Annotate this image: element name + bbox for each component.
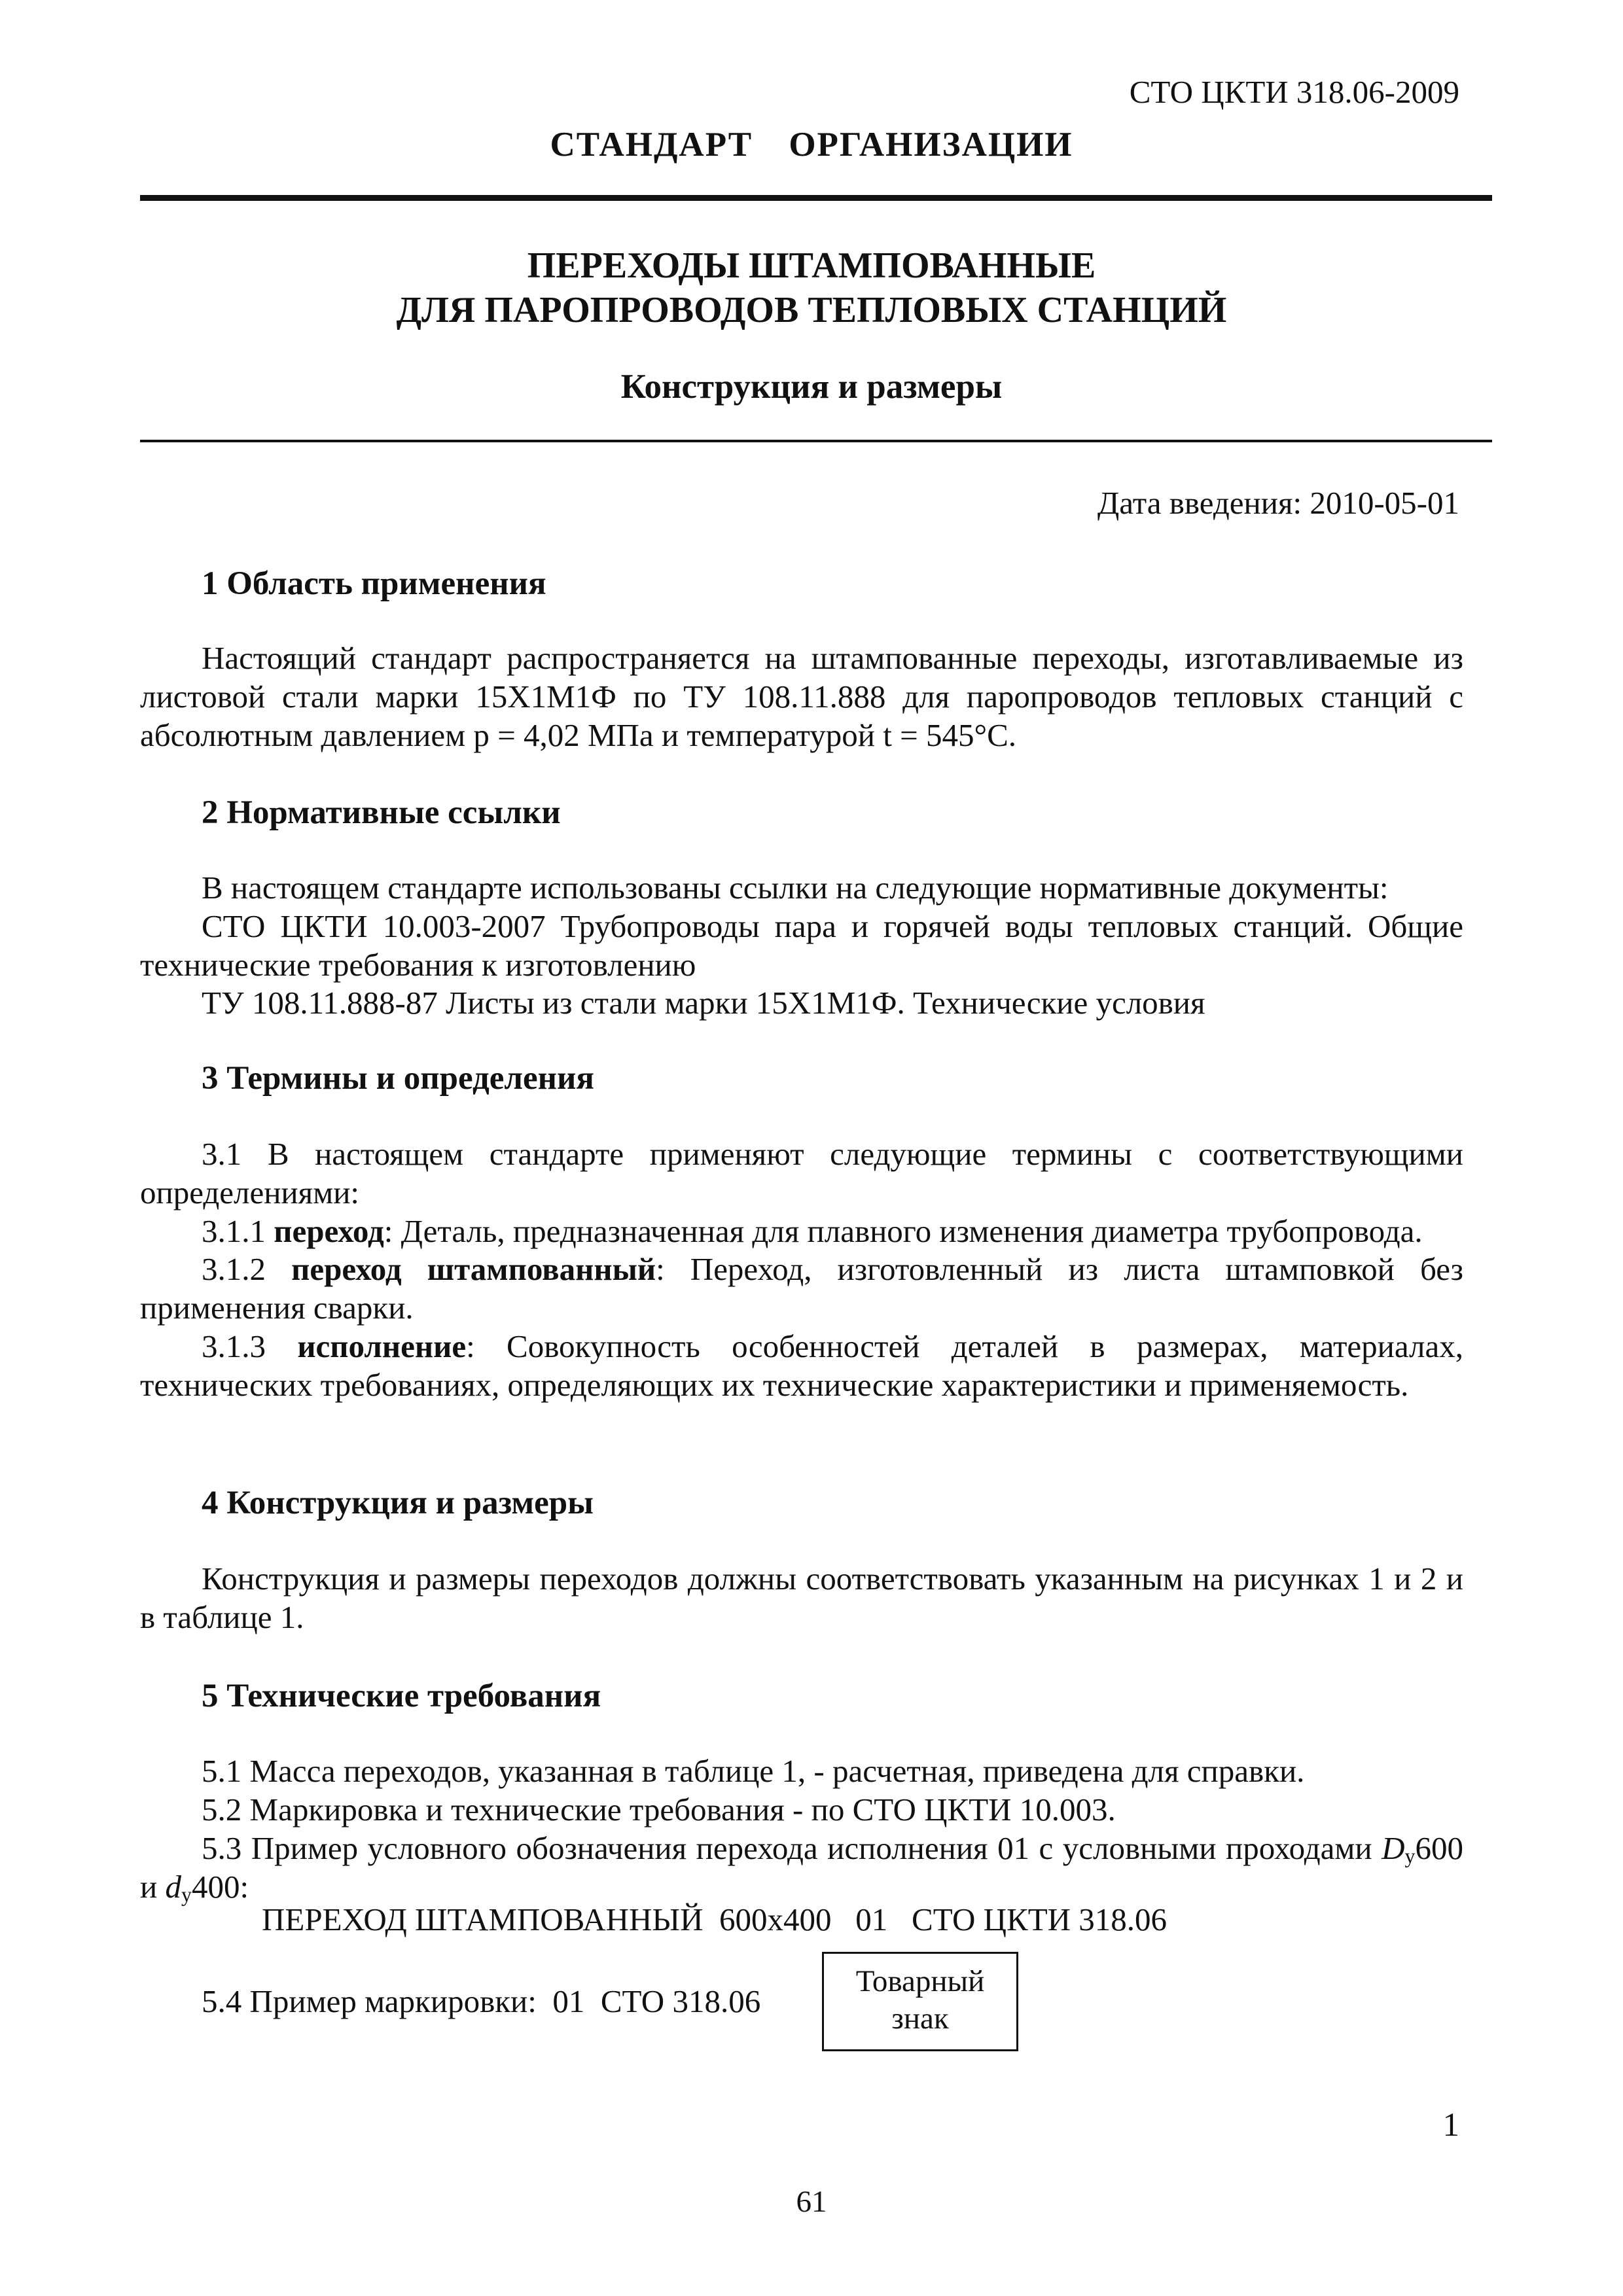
document-subtitle: Конструкция и размеры (620, 368, 1003, 406)
section-5-heading: 5 Технические требования (202, 1678, 601, 1714)
requirement-5-3-mid: 600 и (140, 1829, 1464, 1905)
section-1-heading: 1 Область применения (202, 565, 546, 602)
requirement-5-3-D: D (1382, 1829, 1405, 1866)
requirement-5-3-sub-2: y (181, 1882, 192, 1906)
section-2-reference-2: ТУ 108.11.888-87 Листы из стали марки 15Х1М1Ф. Технические условия (202, 985, 1205, 1021)
trademark-line-1: Товарный (855, 1964, 985, 1998)
organization-standard-title: СТАНДАРТ ОРГАНИЗАЦИИ (550, 126, 1073, 164)
requirement-5-3-text: 5.3 Пример условного обозначения перехода исполнения 01 с условными проходами (202, 1829, 1372, 1866)
section-2-paragraph (140, 869, 1463, 1023)
term-3-name: исполнение (297, 1328, 467, 1364)
term-1-name: переход (274, 1212, 384, 1249)
requirement-5-2: 5.2 Маркировка и технические требования - по СТО ЦКТИ 10.003. (202, 1791, 1116, 1828)
term-3-definition: : Совокупность особенностей деталей в размерах, материалах, технических требованиях, определяющих их технические характеристики и применяемость. (140, 1328, 1463, 1403)
section-1-text: Настоящий стандарт распространяется на штампованные переходы, изготавливаемые из листовой стали марки 15Х1М1Ф по ТУ 108.11.888 для паропроводов тепловых станций с абсолютным давлением р = 4,02 МПа и температурой t = 545°С. (140, 640, 1463, 753)
term-2-name: переход штампованный (291, 1251, 656, 1288)
document-title (0, 243, 1623, 333)
section-1-paragraph (140, 639, 1463, 754)
document-title-line-2: ДЛЯ ПАРОПРОВОДОВ ТЕПЛОВЫХ СТАНЦИЙ (396, 290, 1227, 331)
term-3 (140, 1328, 1463, 1405)
term-1-number: 3.1.1 (202, 1212, 266, 1249)
section-3-heading: 3 Термины и определения (202, 1060, 595, 1097)
header-rule-thin (140, 440, 1492, 442)
trademark-box (822, 1952, 1018, 2051)
header-rule-thick (140, 195, 1492, 201)
requirement-5-3 (140, 1829, 1463, 1907)
page-number: 1 (1442, 2107, 1459, 2144)
section-2-reference-1: СТО ЦКТИ 10.003-2007 Трубопроводы пара и горячей воды тепловых станций. Общие технические требования к изготовлению (140, 908, 1463, 983)
term-1-definition: : Деталь, предназначенная для плавного изменения диаметра трубопровода. (383, 1212, 1423, 1249)
document-title-line-1: ПЕРЕХОДЫ ШТАМПОВАННЫЕ (527, 245, 1096, 286)
section-3-paragraph (140, 1135, 1463, 1405)
section-4-paragraph (140, 1560, 1463, 1637)
term-2 (140, 1250, 1463, 1328)
section-4-heading: 4 Конструкция и размеры (202, 1485, 594, 1521)
requirement-5-3-sub-1: y (1404, 1843, 1416, 1867)
section-2-heading: 2 Нормативные ссылки (202, 794, 561, 831)
sheet-number: 61 (796, 2185, 827, 2219)
term-3-number: 3.1.3 (202, 1328, 266, 1364)
term-2-definition: : Переход, изготовленный из листа штамповкой без применения сварки. (140, 1251, 1463, 1326)
section-2-intro: В настоящем стандарте использованы ссылки на следующие нормативные документы: (202, 870, 1389, 906)
trademark-line-2: знак (891, 2002, 949, 2036)
section-4-text: Конструкция и размеры переходов должны соответствовать указанным на рисунках 1 и 2 и в таблице 1. (140, 1561, 1463, 1635)
document-code: СТО ЦКТИ 318.06-2009 (1129, 74, 1459, 110)
requirement-5-4: 5.4 Пример маркировки: 01 СТО 318.06 (202, 1983, 761, 2019)
term-2-number: 3.1.2 (202, 1251, 266, 1288)
requirement-5-1: 5.1 Масса переходов, указанная в таблице 1, - расчетная, приведена для справки. (202, 1753, 1305, 1789)
requirement-5-3-end: 400: (191, 1868, 249, 1905)
section-5-paragraph (140, 1752, 1463, 1907)
introduction-date: Дата введения: 2010-05-01 (1097, 485, 1459, 521)
designation-example: ПЕРЕХОД ШТАМПОВАННЫЙ 600х400 01 СТО ЦКТИ 318.06 (262, 1901, 1168, 1937)
term-1 (140, 1212, 1463, 1251)
requirement-5-3-d: d (165, 1868, 181, 1905)
section-3-intro: 3.1 В настоящем стандарте применяют следующие термины с соответствующими определениями: (140, 1136, 1463, 1210)
